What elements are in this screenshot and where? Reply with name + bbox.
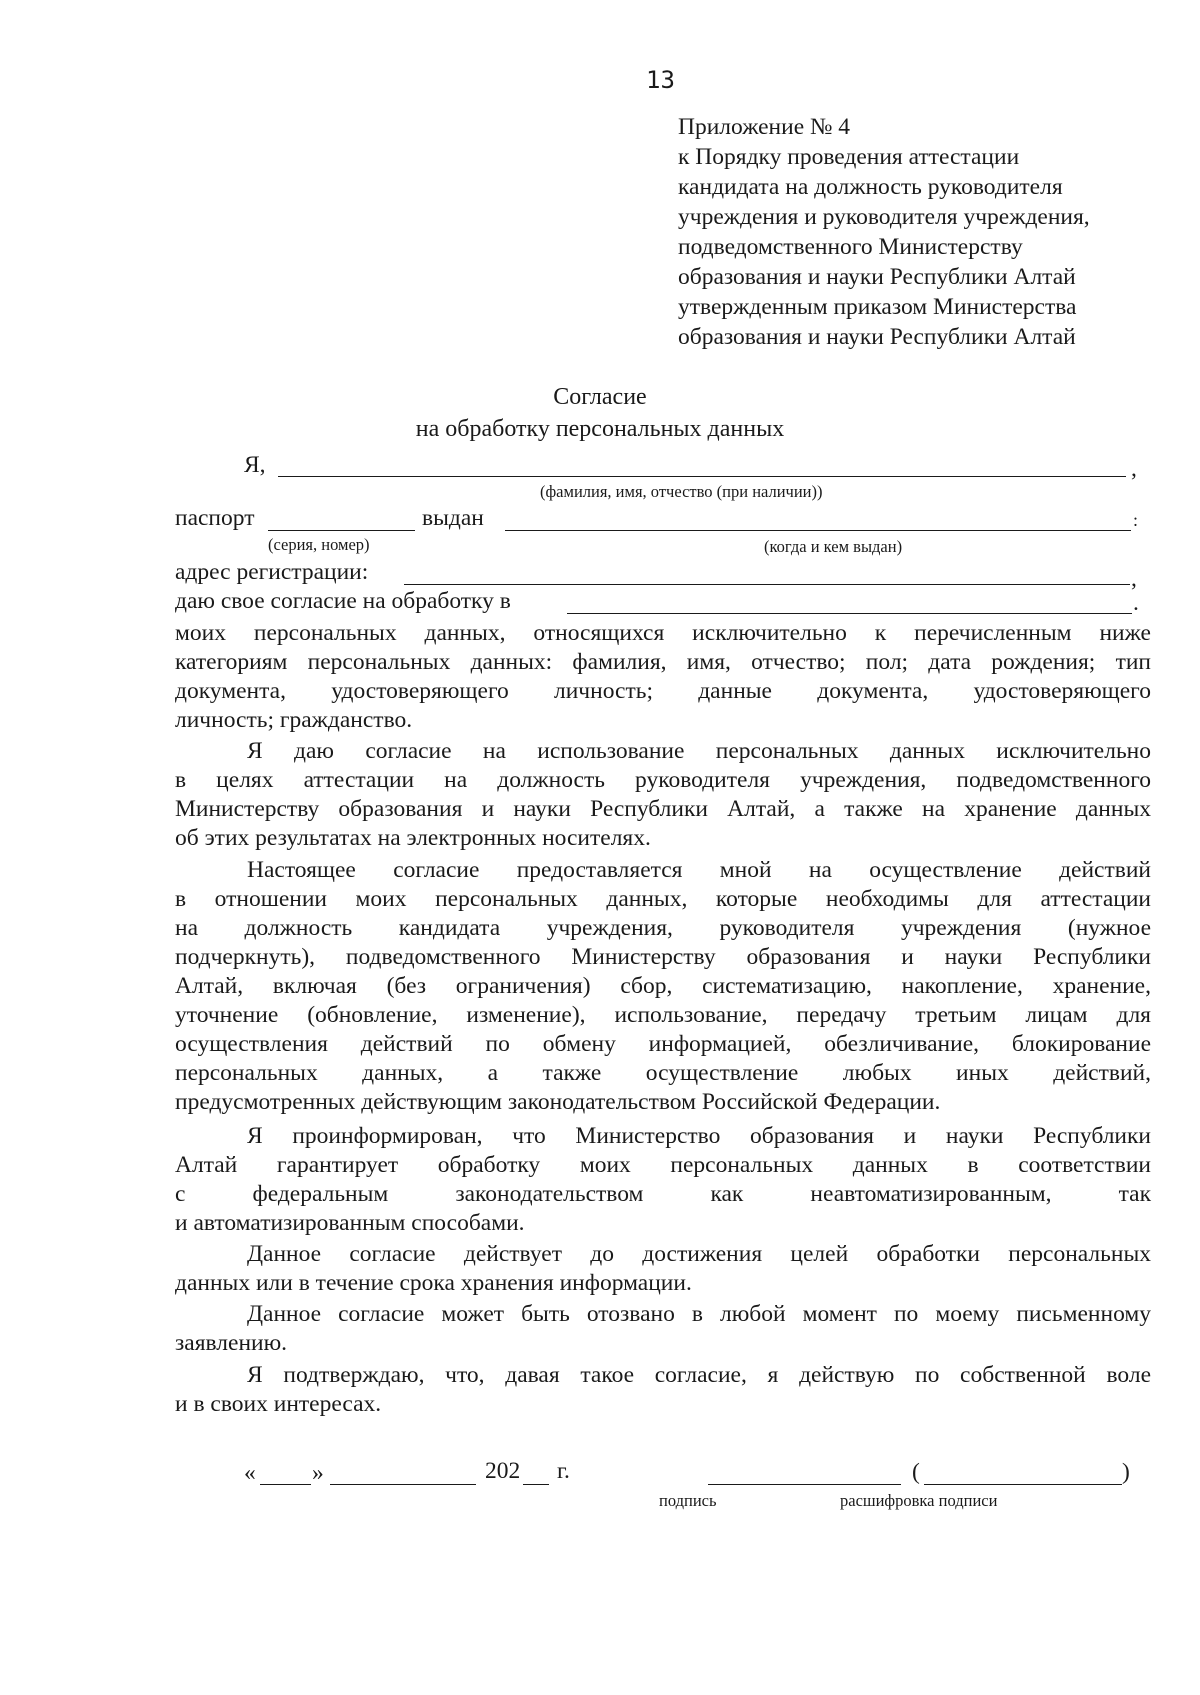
colon: :	[1133, 510, 1139, 530]
signature-hint: подпись	[659, 1491, 717, 1510]
paragraph-3	[175, 856, 1151, 1117]
text-line: предусмотренных действующим законодательством Российской Федерации.	[175, 1089, 941, 1115]
text-line: категориям персональных данных: фамилия, имя, отчество; пол; дата рождения; тип	[175, 649, 1151, 675]
month-field[interactable]	[330, 1484, 476, 1485]
text-line: персональных данных, а также осуществление любых иных действий,	[175, 1060, 1151, 1086]
appendix-line: образования и науки Республики Алтай	[678, 324, 1076, 350]
text-line: Министерству образования и науки Республики Алтай, а также на хранение данных	[175, 796, 1151, 822]
fio-hint: (фамилия, имя, отчество (при наличии))	[540, 482, 823, 501]
text-line: моих персональных данных, относящихся исключительно к перечисленным ниже	[175, 620, 1151, 646]
open-paren: (	[912, 1459, 920, 1485]
passport-number-field[interactable]	[268, 530, 415, 531]
appendix-line: образования и науки Республики Алтай	[678, 264, 1076, 290]
document-title: Согласие	[553, 384, 647, 410]
appendix-line: утвержденным приказом Министерства	[678, 294, 1077, 320]
text-line: документа, удостоверяющего личность; данные документа, удостоверяющего	[175, 678, 1151, 704]
series-hint: (серия, номер)	[268, 535, 370, 554]
paragraph-6	[175, 1300, 1151, 1358]
text-line: на должность кандидата учреждения, руководителя учреждения (нужное	[175, 915, 1151, 941]
paragraph-5	[175, 1240, 1151, 1298]
close-paren: )	[1122, 1459, 1130, 1485]
signature-field[interactable]	[708, 1484, 901, 1485]
text-line: Данное согласие может быть отозвано в любой момент по моему письменному	[247, 1301, 1151, 1327]
address-label: адрес регистрации:	[175, 559, 369, 585]
text-line: в целях аттестации на должность руководителя учреждения, подведомственного	[175, 767, 1151, 793]
period: .	[1133, 590, 1139, 616]
text-line: Я проинформирован, что Министерство образования и науки Республики	[247, 1123, 1151, 1149]
appendix-line: подведомственного Министерству	[678, 234, 1023, 260]
appendix-line: Приложение № 4	[678, 114, 851, 140]
text-line: данных или в течение срока хранения информации.	[175, 1270, 692, 1296]
year-prefix: 202	[485, 1458, 521, 1484]
close-quote: »	[312, 1460, 324, 1486]
comma: ,	[1131, 566, 1137, 592]
operator-field[interactable]	[567, 613, 1132, 614]
signature-decode-field[interactable]	[924, 1484, 1122, 1485]
comma: ,	[1131, 456, 1137, 482]
document-subtitle: на обработку персональных данных	[415, 416, 785, 442]
text-line: Я даю согласие на использование персональных данных исключительно	[247, 738, 1151, 764]
paragraph-1	[175, 619, 1151, 735]
text-line: Алтай гарантирует обработку моих персональных данных в соответствии	[175, 1152, 1151, 1178]
page-number: 13	[646, 66, 675, 94]
text-line: в отношении моих персональных данных, которые необходимы для аттестации	[175, 886, 1151, 912]
passport-label: паспорт	[175, 505, 255, 531]
paragraph-2	[175, 737, 1151, 853]
appendix-header	[678, 112, 1158, 352]
text-line: Настоящее согласие предоставляется мной на осуществление действий	[247, 857, 1151, 883]
text-line: Я подтверждаю, что, давая такое согласие, я действую по собственной воле	[247, 1362, 1151, 1388]
text-line: Алтай, включая (без ограничения) сбор, систематизацию, накопление, хранение,	[175, 973, 1151, 999]
text-line: и автоматизированным способами.	[175, 1210, 525, 1236]
fio-field[interactable]	[278, 476, 1126, 477]
text-line: заявлению.	[175, 1330, 288, 1356]
text-line: Данное согласие действует до достижения целей обработки персональных	[247, 1241, 1151, 1267]
issued-hint: (когда и кем выдан)	[764, 537, 903, 556]
text-line: осуществления действий по обмену информацией, обезличивание, блокирование	[175, 1031, 1151, 1057]
year-field[interactable]	[523, 1484, 549, 1485]
address-field[interactable]	[404, 584, 1130, 585]
issued-label: выдан	[422, 505, 484, 531]
signature-decode-hint: расшифровка подписи	[840, 1491, 998, 1510]
appendix-line: кандидата на должность руководителя	[678, 174, 1063, 200]
paragraph-7	[175, 1361, 1151, 1419]
passport-issued-field[interactable]	[505, 530, 1131, 531]
consent-label: даю свое согласие на обработку в	[175, 588, 511, 614]
appendix-line: учреждения и руководителя учреждения,	[678, 204, 1090, 230]
text-line: об этих результатах на электронных носителях.	[175, 825, 651, 851]
paragraph-4	[175, 1122, 1151, 1238]
day-field[interactable]	[260, 1484, 311, 1485]
text-line: личность; гражданство.	[175, 707, 413, 733]
open-quote: «	[244, 1460, 256, 1486]
year-suffix: г.	[557, 1458, 570, 1484]
i-label: Я,	[244, 452, 266, 478]
text-line: подчеркнуть), подведомственного Министерству образования и науки Республики	[175, 944, 1151, 970]
text-line: уточнение (обновление, изменение), использование, передачу третьим лицам для	[175, 1002, 1151, 1028]
appendix-line: к Порядку проведения аттестации	[678, 144, 1020, 170]
text-line: с федеральным законодательством как неавтоматизированным, так	[175, 1181, 1151, 1207]
text-line: и в своих интересах.	[175, 1391, 382, 1417]
